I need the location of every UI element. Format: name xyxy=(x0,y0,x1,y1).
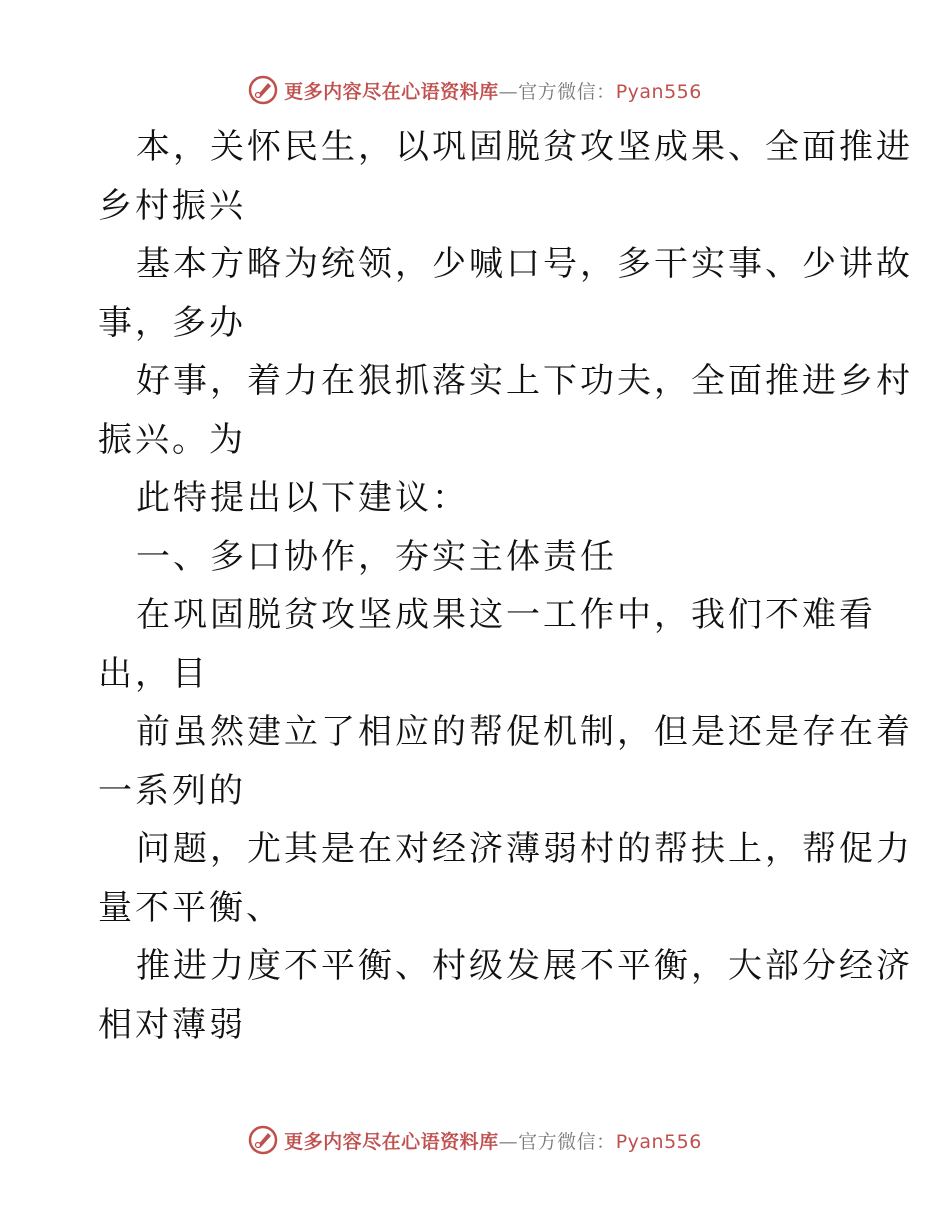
document-body xyxy=(98,118,913,1054)
logo-icon xyxy=(248,1125,278,1155)
text-line: 好事，着力在狠抓落实上下功夫，全面推进乡村 xyxy=(136,361,913,401)
text-line: 相对薄弱 xyxy=(98,1004,246,1045)
text-line: 量不平衡、 xyxy=(98,887,283,928)
text-line: 本，关怀民生，以巩固脱贫攻坚成果、全面推进 xyxy=(136,127,913,167)
text-line: 问题，尤其是在对经济薄弱村的帮扶上，帮促力 xyxy=(136,829,913,869)
watermark-text: 更多内容尽在心语资料库—官方微信：Pyan556 xyxy=(284,80,702,103)
text-line: 前虽然建立了相应的帮促机制，但是还是存在着 xyxy=(136,712,913,752)
text-line: 基本方略为统领，少喊口号，多干实事、少讲故 xyxy=(136,244,913,284)
text-line: 乡村振兴 xyxy=(98,185,246,226)
text-line: 出，目 xyxy=(98,653,209,694)
text-line: 在巩固脱贫攻坚成果这一工作中，我们不难看 xyxy=(136,595,876,635)
watermark-text: 更多内容尽在心语资料库—官方微信：Pyan556 xyxy=(284,1130,702,1153)
section-heading: 一、多口协作，夯实主体责任 xyxy=(136,536,617,577)
text-line: 振兴。为 xyxy=(98,419,246,460)
footer-watermark xyxy=(0,1120,950,1160)
text-line: 推进力度不平衡、村级发展不平衡，大部分经济 xyxy=(136,946,913,986)
header-watermark xyxy=(0,70,950,110)
text-line: 事，多办 xyxy=(98,302,246,343)
logo-icon xyxy=(248,75,278,105)
text-line: 一系列的 xyxy=(98,770,246,811)
text-line: 此特提出以下建议： xyxy=(136,478,469,518)
